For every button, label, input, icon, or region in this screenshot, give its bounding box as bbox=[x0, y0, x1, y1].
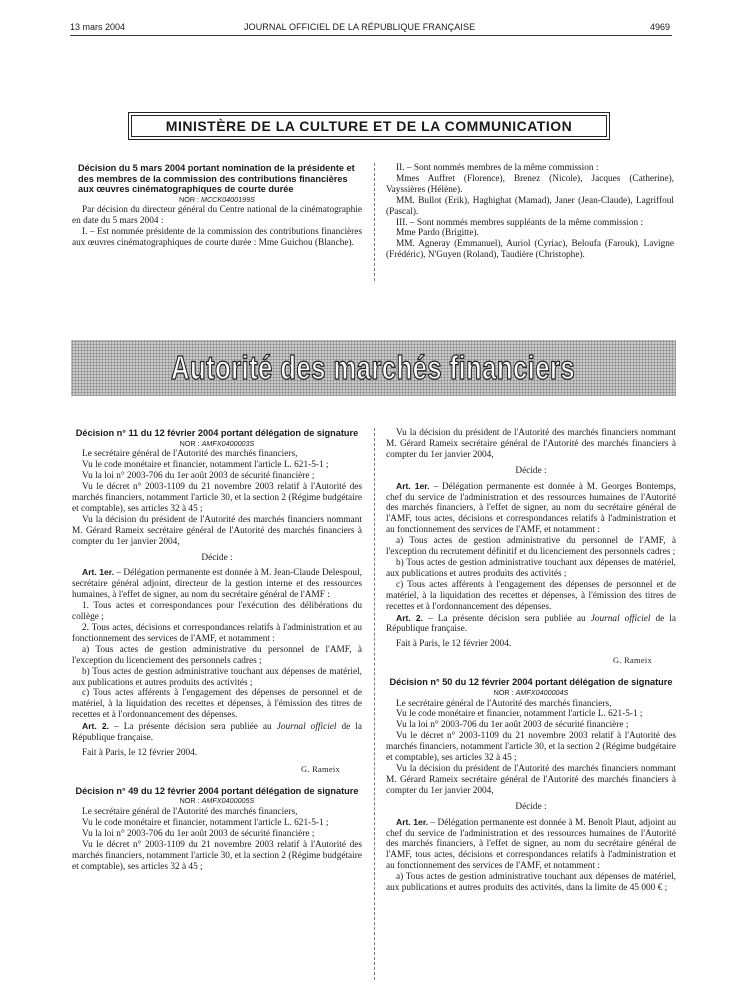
decision-50-item-a: a) Tous actes de gestion administrative touchant aux dépenses de matériel, aux publications et autres produits des activités, dans la limite de 45 000 € ; bbox=[386, 872, 676, 894]
decision-11-decide: Décide : bbox=[201, 552, 233, 563]
decision-11-art2: Art. 2. – La présente décision sera publiée au Journal officiel de la République française. bbox=[72, 721, 363, 744]
decision-49-signature: G. Rameix bbox=[613, 656, 652, 666]
header-rule bbox=[70, 35, 672, 36]
decision-50-art1: Art. 1er. – Délégation permanente est donnée à M. Benoît Plaut, adjoint au chef du service de l'administration et des ressources humaines de l'Autorité des marchés financiers, à l'effet de signer, au nom du secrétaire général de l'AMF, tous actes, décisions et correspondances relatifs à l'administration et au fonctionnement des services de l'AMF, et notamment : bbox=[386, 816, 677, 872]
decision-11-para: Vu la décision du président de l'Autorité des marchés financiers nommant M. Gérard Rameix secrétaire général de l'Autorité des marchés financiers à compter du 1er janvier 2004, bbox=[72, 514, 362, 547]
amf-left-column bbox=[72, 428, 362, 873]
decision-11-place-date: Fait à Paris, le 12 février 2004. bbox=[82, 747, 198, 758]
decision-50-nor-code: AMFX0400004S bbox=[515, 687, 569, 697]
decision-49-nor: NOR : AMFX0400005S bbox=[179, 796, 255, 806]
decision-50-para: Vu le code monétaire et financier, notamment l'article L. 621-5-1 ; bbox=[396, 709, 643, 720]
culture-nor-code: MCCK0400199S bbox=[201, 194, 255, 204]
decision-11-para: Vu le décret n° 2003-1109 du 21 novembre 2003 relatif à l'Autorité des marchés financiers, notamment l'article 30, et la section 2 (Régime budgétaire et comptable), ses articles 32 à 45 ; bbox=[72, 482, 362, 514]
decision-11-nor: NOR : AMFX0400003S bbox=[179, 438, 255, 448]
decision-50-para: Le secrétaire général de l'Autorité des marchés financiers, bbox=[396, 698, 612, 709]
decision-49-para: Vu la décision du président de l'Autorité des marchés financiers nommant M. Gérard Rameix secrétaire général de l'Autorité des marchés financiers à compter du 1er janvier 2004, bbox=[386, 428, 676, 460]
decision-50-decide: Décide : bbox=[515, 801, 547, 812]
culture-substitutes-mme: Mme Pardo (Brigitte). bbox=[396, 228, 479, 239]
decision-11-nor-code: AMFX0400003S bbox=[201, 438, 255, 448]
ministry-heading-box bbox=[128, 112, 610, 140]
ministry-heading: MINISTÈRE DE LA CULTURE ET DE LA COMMUNICATION bbox=[131, 115, 607, 137]
decision-50-para: Vu la décision du président de l'Autorité des marchés financiers nommant M. Gérard Rameix secrétaire général de l'Autorité des marchés financiers à compter du 1er janvier 2004, bbox=[386, 763, 676, 796]
decision-49-nor-code: AMFX0400005S bbox=[201, 796, 255, 806]
culture-decision-title: Décision du 5 mars 2004 portant nomination de la présidente et des membres de la commission des contributions financières aux œuvres cinématographiques de courte durée bbox=[78, 163, 355, 194]
decision-50-nor: NOR : AMFX0400004S bbox=[493, 687, 569, 697]
decision-49-para: Le secrétaire général de l'Autorité des marchés financiers, bbox=[82, 807, 298, 818]
decision-49-item-b: b) Tous actes de gestion administrative touchant aux dépenses de matériel, aux publications et autres produits des activités ; bbox=[386, 557, 676, 579]
decision-49-para: Vu la loi n° 2003-706 du 1er août 2003 de sécurité financière ; bbox=[82, 829, 315, 839]
decision-49-item-c: c) Tous actes afférents à l'engagement des dépenses de personnel et de matériel, à la liquidation des recettes et dépenses, à l'émission des titres de recettes et à l'ordonnancement des dépenses. bbox=[386, 579, 676, 612]
decision-11-item-2: 2. Tous actes, décisions et correspondances relatifs à l'administration et au fonctionnement des services de l'AMF, et notamment : bbox=[72, 623, 362, 644]
decision-11-item-1: 1. Tous actes et correspondances pour l'exécution des délibérations du collège ; bbox=[72, 601, 362, 623]
decision-49-decide: Décide : bbox=[515, 465, 547, 476]
decision-11-item-a: a) Tous actes de gestion administrative du personnel de l'AMF, à l'exception du licenciement des personnels cadres ; bbox=[72, 644, 362, 666]
culture-decision-left bbox=[72, 163, 362, 249]
decision-11-para: Vu la loi n° 2003-706 du 1er août 2003 de sécurité financière ; bbox=[82, 471, 315, 482]
column-divider-bottom bbox=[374, 428, 375, 980]
decision-11-signature: G. Rameix bbox=[301, 764, 340, 774]
decision-11-para: Vu le code monétaire et financier, notamment l'article L. 621-5-1 ; bbox=[82, 460, 329, 471]
header-page-number: 4969 bbox=[650, 22, 671, 32]
culture-para-1: Par décision du directeur général du Centre national de la cinématographie en date du 5 mars 2004 : bbox=[72, 205, 362, 227]
decision-49-item-a: a) Tous actes de gestion administrative du personnel de l'AMF, à l'exception du recrutement définitif et du licenciement des personnels cadres ; bbox=[386, 536, 676, 558]
decision-49-art1: Art. 1er. – Délégation permanente est donnée à M. Georges Bontemps, chef du service de l'administration et des ressources humaines de l'Autorité des marchés financiers, à l'effet de signer, au nom du secrétaire général de l'AMF, tous actes, décisions et correspondances relatifs à l'administration et au fonctionnement des services de l'AMF, et notamment : bbox=[386, 480, 676, 536]
amf-section-title: Autorité des marchés financiers bbox=[171, 349, 576, 386]
culture-para-2: I. – Est nommée présidente de la commission des contributions financières aux œuvres cinématographiques de courte durée : Mme Guichou (Blanche). bbox=[72, 227, 362, 249]
culture-substitutes-intro: III. – Sont nommés membres suppléants de la même commission : bbox=[396, 217, 644, 228]
decision-49-para: Vu le code monétaire et financier, notamment l'article L. 621-5-1 ; bbox=[82, 818, 329, 829]
decision-11-para: Le secrétaire général de l'Autorité des marchés financiers, bbox=[82, 449, 298, 460]
header-date: 13 mars 2004 bbox=[70, 22, 126, 32]
decision-50-para: Vu le décret n° 2003-1109 du 21 novembre 2003 relatif à l'Autorité des marchés financiers, notamment l'article 30, et la section 2 (Régime budgétaire et comptable), ses articles 32 à 45 ; bbox=[386, 731, 676, 764]
decision-11-item-c: c) Tous actes afférents à l'engagement des dépenses de personnel et de matériel, à la liquidation des recettes et dépenses, à l'émission des titres de recettes et à l'ordonnancement des dépenses. bbox=[72, 688, 362, 721]
amf-section-banner bbox=[71, 340, 676, 396]
culture-substitutes-mm: MM. Agneray (Emmanuel), Auriol (Cyriac), Beloufa (Farouk), Lavigne (Frédéric), N'Guyen (Roland), Taudière (Christophe). bbox=[386, 239, 674, 261]
culture-decision-right bbox=[386, 163, 674, 261]
culture-nor: NOR : MCCK0400199S bbox=[179, 194, 255, 204]
decision-50-para: Vu la loi n° 2003-706 du 1er août 2003 de sécurité financière ; bbox=[396, 720, 629, 731]
column-divider-top bbox=[374, 163, 375, 281]
decision-49-place-date: Fait à Paris, le 12 février 2004. bbox=[396, 639, 512, 650]
decision-49-title: Décision n° 49 du 12 février 2004 portant délégation de signature bbox=[75, 785, 359, 796]
decision-50-title: Décision n° 50 du 12 février 2004 portant délégation de signature bbox=[389, 677, 673, 688]
decision-11-item-b: b) Tous actes de gestion administrative touchant aux dépenses de matériel, aux publications et autres produits des activités ; bbox=[72, 666, 362, 688]
culture-members-intro: II. – Sont nommés membres de la même commission : bbox=[396, 163, 599, 173]
culture-members-mmes: Mmes Auffret (Florence), Brenez (Nicole), Jacques (Catherine), Vayssières (Hélène). bbox=[386, 173, 674, 195]
decision-49-art2: Art. 2. – La présente décision sera publiée au Journal officiel de la République française. bbox=[386, 612, 677, 635]
decision-11-title: Décision n° 11 du 12 février 2004 portant délégation de signature bbox=[75, 428, 359, 438]
decision-49-para: Vu le décret n° 2003-1109 du 21 novembre 2003 relatif à l'Autorité des marchés financiers, notamment l'article 30, et la section 2 (Régime budgétaire et comptable), ses articles 32 à 45 ; bbox=[72, 839, 362, 872]
decision-11-art1: Art. 1er. – Délégation permanente est donnée à M. Jean-Claude Delespoul, secrétaire général adjoint, directeur de la gestion interne et des ressources humaines, à l'effet de signer, au nom du secrétaire général de l'AMF : bbox=[72, 567, 362, 601]
header-journal-title: JOURNAL OFFICIEL DE LA RÉPUBLIQUE FRANÇAISE bbox=[244, 22, 476, 32]
culture-members-mm: MM. Bullot (Erik), Haghighat (Mamad), Janer (Jean-Claude), Lagriffoul (Pascal). bbox=[386, 195, 674, 217]
amf-right-column bbox=[386, 428, 676, 894]
